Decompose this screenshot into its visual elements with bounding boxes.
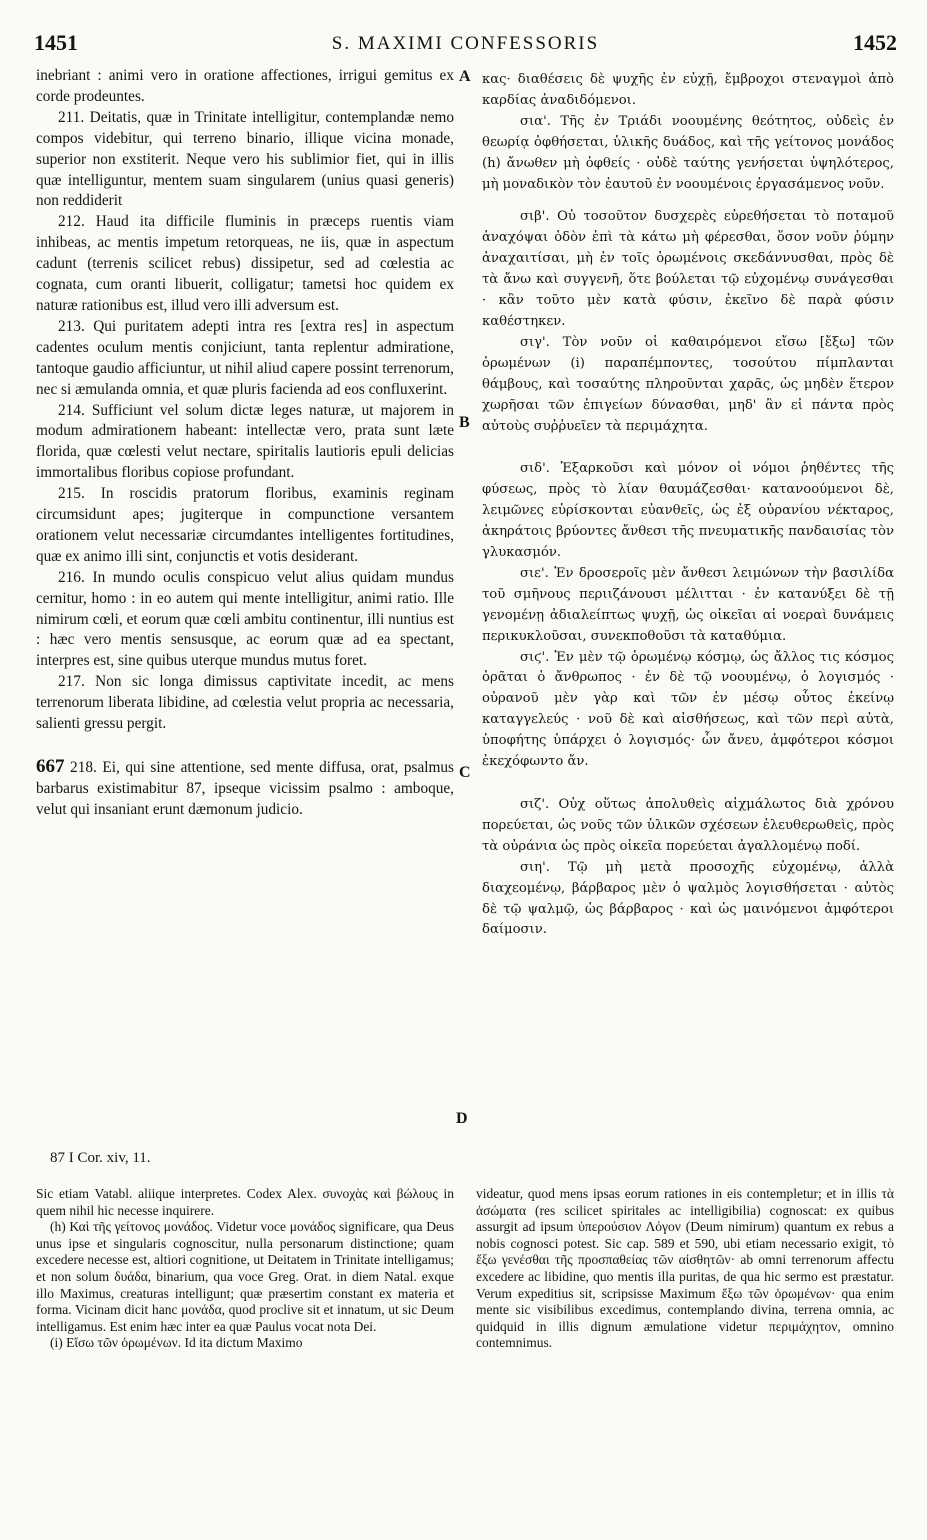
note-left-h: (h) Καὶ τῆς γείτονος μονάδος. Videtur voce μονάδος significare, qua Deus unus ipse et singularis cognoscitur, nulla personarum distinctione; quam excedere necesse est, altiori cognitione, ut Deitatem in Trinitate intelligamus; et non solum δυάδα, binarium, qua voce Greg. Orat. in diem Natal. exque illo Maximus, creaturas intelligunt; quæ præsertim constant ex materia et forma. Vicinam dicit hanc μονάδα, quod proclive sit et innatum, ut sic Deum intelligamus. Est enim hæc inter ea quæ Paulus vocat nota Dei. (36, 1219, 454, 1334)
right-page-number: 1452 (853, 30, 897, 55)
note-left-i: (i) Εἴσω τῶν ὁρωμένων. Id ita dictum Maximo (50, 1335, 303, 1351)
greek-paragraph-continuation: κας· διαθέσεις δὲ ψυχῆς ἐν εὐχῇ, ἔμβροχοι στεναγμοὶ ἀπὸ καρδίας ἀναδιδόμενοι. (482, 72, 894, 108)
left-page-number: 1451 (34, 30, 78, 55)
latin-paragraph-213: 213. Qui puritatem adepti intra res [extra res] in aspectum cadentes oculum mentis conjiciunt, tanta replentur admiratione, tantoque gaudio afficiuntur, ut nihil aliud capere possint terrenorum, nec si æmulanda omnia, et quæ pluris facienda ad eos confluxerint. (36, 317, 454, 398)
latin-paragraph-214: 214. Sufficiunt vel solum dictæ leges naturæ, ut majorem in modum admirationem habeant: intellectæ vero, prata sunt læte florida, quæ cœlesti velut nectare, spiritalis lautioris epuli delicias immortalibus floribus copiose profundant. (36, 401, 454, 482)
greek-paragraph-217: σιζ'. Οὐχ οὕτως ἀπολυθεὶς αἰχμάλωτος διὰ χρόνου πορεύεται, ὡς νοῦς τῶν ὑλικῶν σχέσεων ἐλευθερωθεὶς, πρὸς τὰ οὐράνια ὡς πρὸς οἰκεῖα πορεύεται ἀγαλλομένῳ ποδί. (482, 797, 894, 854)
greek-paragraph-212: σιβ'. Οὐ τοσοῦτον δυσχερὲς εὑρεθήσεται τὸ ποταμοῦ ἀναχόψαι ὁδὸν ἐπὶ τὰ κάτω μὴ φέρεσθαι, ὅσον νοῦν ῥύμην ἀναχαιτίσαι, μὴ ἐν τοῖς ὁρωμένοις σκεδάννυσθαι, πρὸς δὲ τὰ ἄνω καὶ συγγενῆ, ὅτε βούλεται τῷ εὐχομένῳ συνάγεσθαι · κἂν τοῦτο μὲν κατὰ φύσιν, ἐκεῖνο δὲ παρὰ φύσιν καθέστηκεν. (482, 209, 894, 329)
margin-letter-b: B (459, 414, 470, 431)
latin-paragraph-211: 211. Deitatis, quæ in Trinitate intelligitur, contemplandæ nemo compos videbitur, qui terreno binario, illique vicina monade, superior non exstiterit. Neque vero his sublimior fiet, qui in illis quæ intelliguntur, mentem suam singularem (unius quasi generis) non reddiderit (36, 108, 454, 210)
greek-paragraph-211: σια'. Τῆς ἐν Τριάδι νοουμένης θεότητος, οὐδεὶς ἐν θεωρίᾳ ὀφθήσεται, ὑλικῆς δυάδος, καὶ τῆς γείτονος μονάδος (h) ἄνωθεν μὴ ὀφθείς · οὐδὲ ταύτης γενήσεται ὑψηλότερος, μὴ μοναδικὸν τὸν ἑαυτοῦ ἐν νοουμένοις ἐργασάμενος νοῦν. (482, 113, 894, 192)
latin-paragraph-217: 217. Non sic longa dimissus captivitate incedit, ac mens terrenorum liberata libidine, ad cœlestia velut propria ac necessaria, salienti gressu pergit. (36, 673, 454, 733)
greek-paragraph-216: σιϛ'. Ἐν μὲν τῷ ὁρωμένῳ κόσμῳ, ὡς ἄλλος τις κόσμος ὁρᾶται ὁ ἄνθρωπος · ἐν δὲ τῷ νοουμένῳ, ὁ λογισμός · οὐρανοῦ μὲν γὰρ καὶ τῶν ἐν μέσῳ οὗτος ἐκείνῳ καταγγελεύς · νοῦ δὲ καὶ αἰσθήσεως, καὶ τῶν περὶ αὐτὰ, ὑποφήτης ὑπάρχει ὁ λογισμός· ὧν ἄνευ, ἀμφότεροι κόσμοι ἐκεχόφωντο ἄν. (482, 649, 894, 770)
greek-paragraph-214: σιδ'. Ἐξαρκοῦσι καὶ μόνον οἱ νόμοι ῥηθέντες τῆς φύσεως, πρὸς τὸ λίαν θαυμάζεσθαι· κατανοούμενοι δὲ, λειμῶνες εὑρίσκονται εὐανθεῖς, ὡς ἐξ οὐρανίου νέκταρος, ἀκηράτοις βρύοντες ἄνθεσι τῆς πνευματικῆς πανδαισίας τὸν γλυκασμόν. (482, 461, 894, 561)
latin-paragraph-continuation: inebriant : animi vero in oratione affectiones, irrigui gemitus ex corde prodeuntes. (36, 67, 454, 105)
notes-left-column (36, 1186, 454, 1352)
latin-paragraph-216: 216. In mundo oculis conspicuo velut alius quidam mundus cernitur, homo : in eo autem qui mente intelligitur, animi ratio. Ille nimirum cœli, et eorum quæ cœli ambitu continentur, illi nuntius est : hæc vero mentis sensusque, ac eorum quæ ad ea spectant, interpres est, sine quibus uterque mundus mutus foret. (36, 568, 454, 670)
latin-paragraph-212: 212. Haud ita difficile fluminis in præceps ruentis viam inhibeas, ac mentis impetum retorqueas, ne iis, quæ in aspectum cadunt (terrenis scilicet rebus) dissipetur, sed ad cœlestia ac cognata, cum oranti libuerit, colligatur; tametsi hoc quidem ex naturæ rationibus est, illud vero illi adversum est. (36, 213, 454, 314)
scripture-footnote: 87 I Cor. xiv, 11. (50, 1150, 151, 1166)
latin-column (36, 66, 454, 821)
greek-paragraph-213: σιγ'. Τὸν νοῦν οἱ καθαιρόμενοι εἴσω [ἔξω] τῶν ὁρωμένων (i) παραπέμποντες, τοσούτου πίμπλανται θάμβους, καὶ τοσαύτης πληροῦνται χαρᾶς, ὡς μηδὲν ἕτερον χωρῆσαι τῶν ἐπιγείων δύνασθαι, μηδ' ἂν εἰ πάντα πρὸς αὐτοὺς συῤῥυεῖεν τὰ περιμάχητα. (482, 334, 894, 434)
column-number: 667 (36, 756, 65, 777)
running-header (34, 30, 897, 64)
latin-paragraph-215: 215. In roscidis pratorum floribus, examinis reginam circumsidunt apes; jugiterque in compunctione versantem orationem velut necessariæ circumdantes intelligentes fortitudines, quæ ex animo illi sint, conjunctis et votis desiderant. (36, 485, 454, 565)
note-left-1: Sic etiam Vatabl. aliique interpretes. Codex Alex. συνοχὰς καὶ βώλους in quem nihil hic necesse inquirere. (36, 1186, 454, 1218)
margin-letter-c: C (459, 764, 471, 781)
greek-paragraph-215: σιε'. Ἐν δροσεροῖς μὲν ἄνθεσι λειμώνων τὴν βασιλίδα τοῦ σμῆνους περιιζάνουσι μέλιτται · ἐν κατανύξει δὲ τῇ γενομένῃ ἀδιαλείπτως ψυχῇ, ὡς οἰκεῖαι αἱ νοεραὶ δυνάμεις περικυκλοῦσαι, συνεκποθοῦσι τὰ καταθύμια. (482, 565, 894, 644)
note-right-1: videatur, quod mens ipsas eorum rationes in eis contempletur; et in illis τὰ ἀσώματα (res scilicet spiritales ac intelligibilia) cognoscat: ex quibus assurgit ad ipsum ὑπερούσιον Λόγον (Deum nimirum) quantum ex rebus a nobis cognosci potest. Sic cap. 589 et 590, ubi etiam necessario exigit, τὸ ἔξω γενέσθαι τῆς προσπαθείας τῶν αἰσθητῶν· ab omni terrenorum affectu excedere ac libidine, quo mentis illa puritas, de qua hic sermo est præstatur. Verum expeditius sit, scripsisse Maximum ἔξω τῶν ὁρωμένων· qua enim mente sic visibilibus excedimus, contemplando divina, terrena omnia, ac quidquid in illis dignum æmulatione videtur περιμάχητον, omnino contemnimus. (476, 1186, 894, 1351)
latin-paragraph-218: 218. Ei, qui sine attentione, sed mente diffusa, orat, psalmus barbarus existimabitur 87, ipseque vicissim psalmo : amboque, velut qui insaniant erunt dæmonum judicio. (36, 759, 454, 818)
greek-paragraph-218: σιη'. Τῷ μὴ μετὰ προσοχῆς εὐχομένῳ, ἀλλὰ διαχεομένῳ, βάρβαρος μὲν ὁ ψαλμὸς λογισθήσεται · αὐτὸς δὲ τῷ ψαλμῷ, ὡς βάρβαρος · καὶ ὡς μαινόμενοι ἀμφότεροι δαίμοσιν. (482, 859, 894, 938)
latin-paragraph-218-block (36, 757, 454, 821)
greek-column (482, 70, 894, 941)
notes-right-column (476, 1186, 894, 1352)
margin-letter-a: A (459, 68, 471, 85)
running-title: S. MAXIMI CONFESSORIS (331, 33, 600, 54)
margin-letter-d: D (456, 1110, 468, 1127)
